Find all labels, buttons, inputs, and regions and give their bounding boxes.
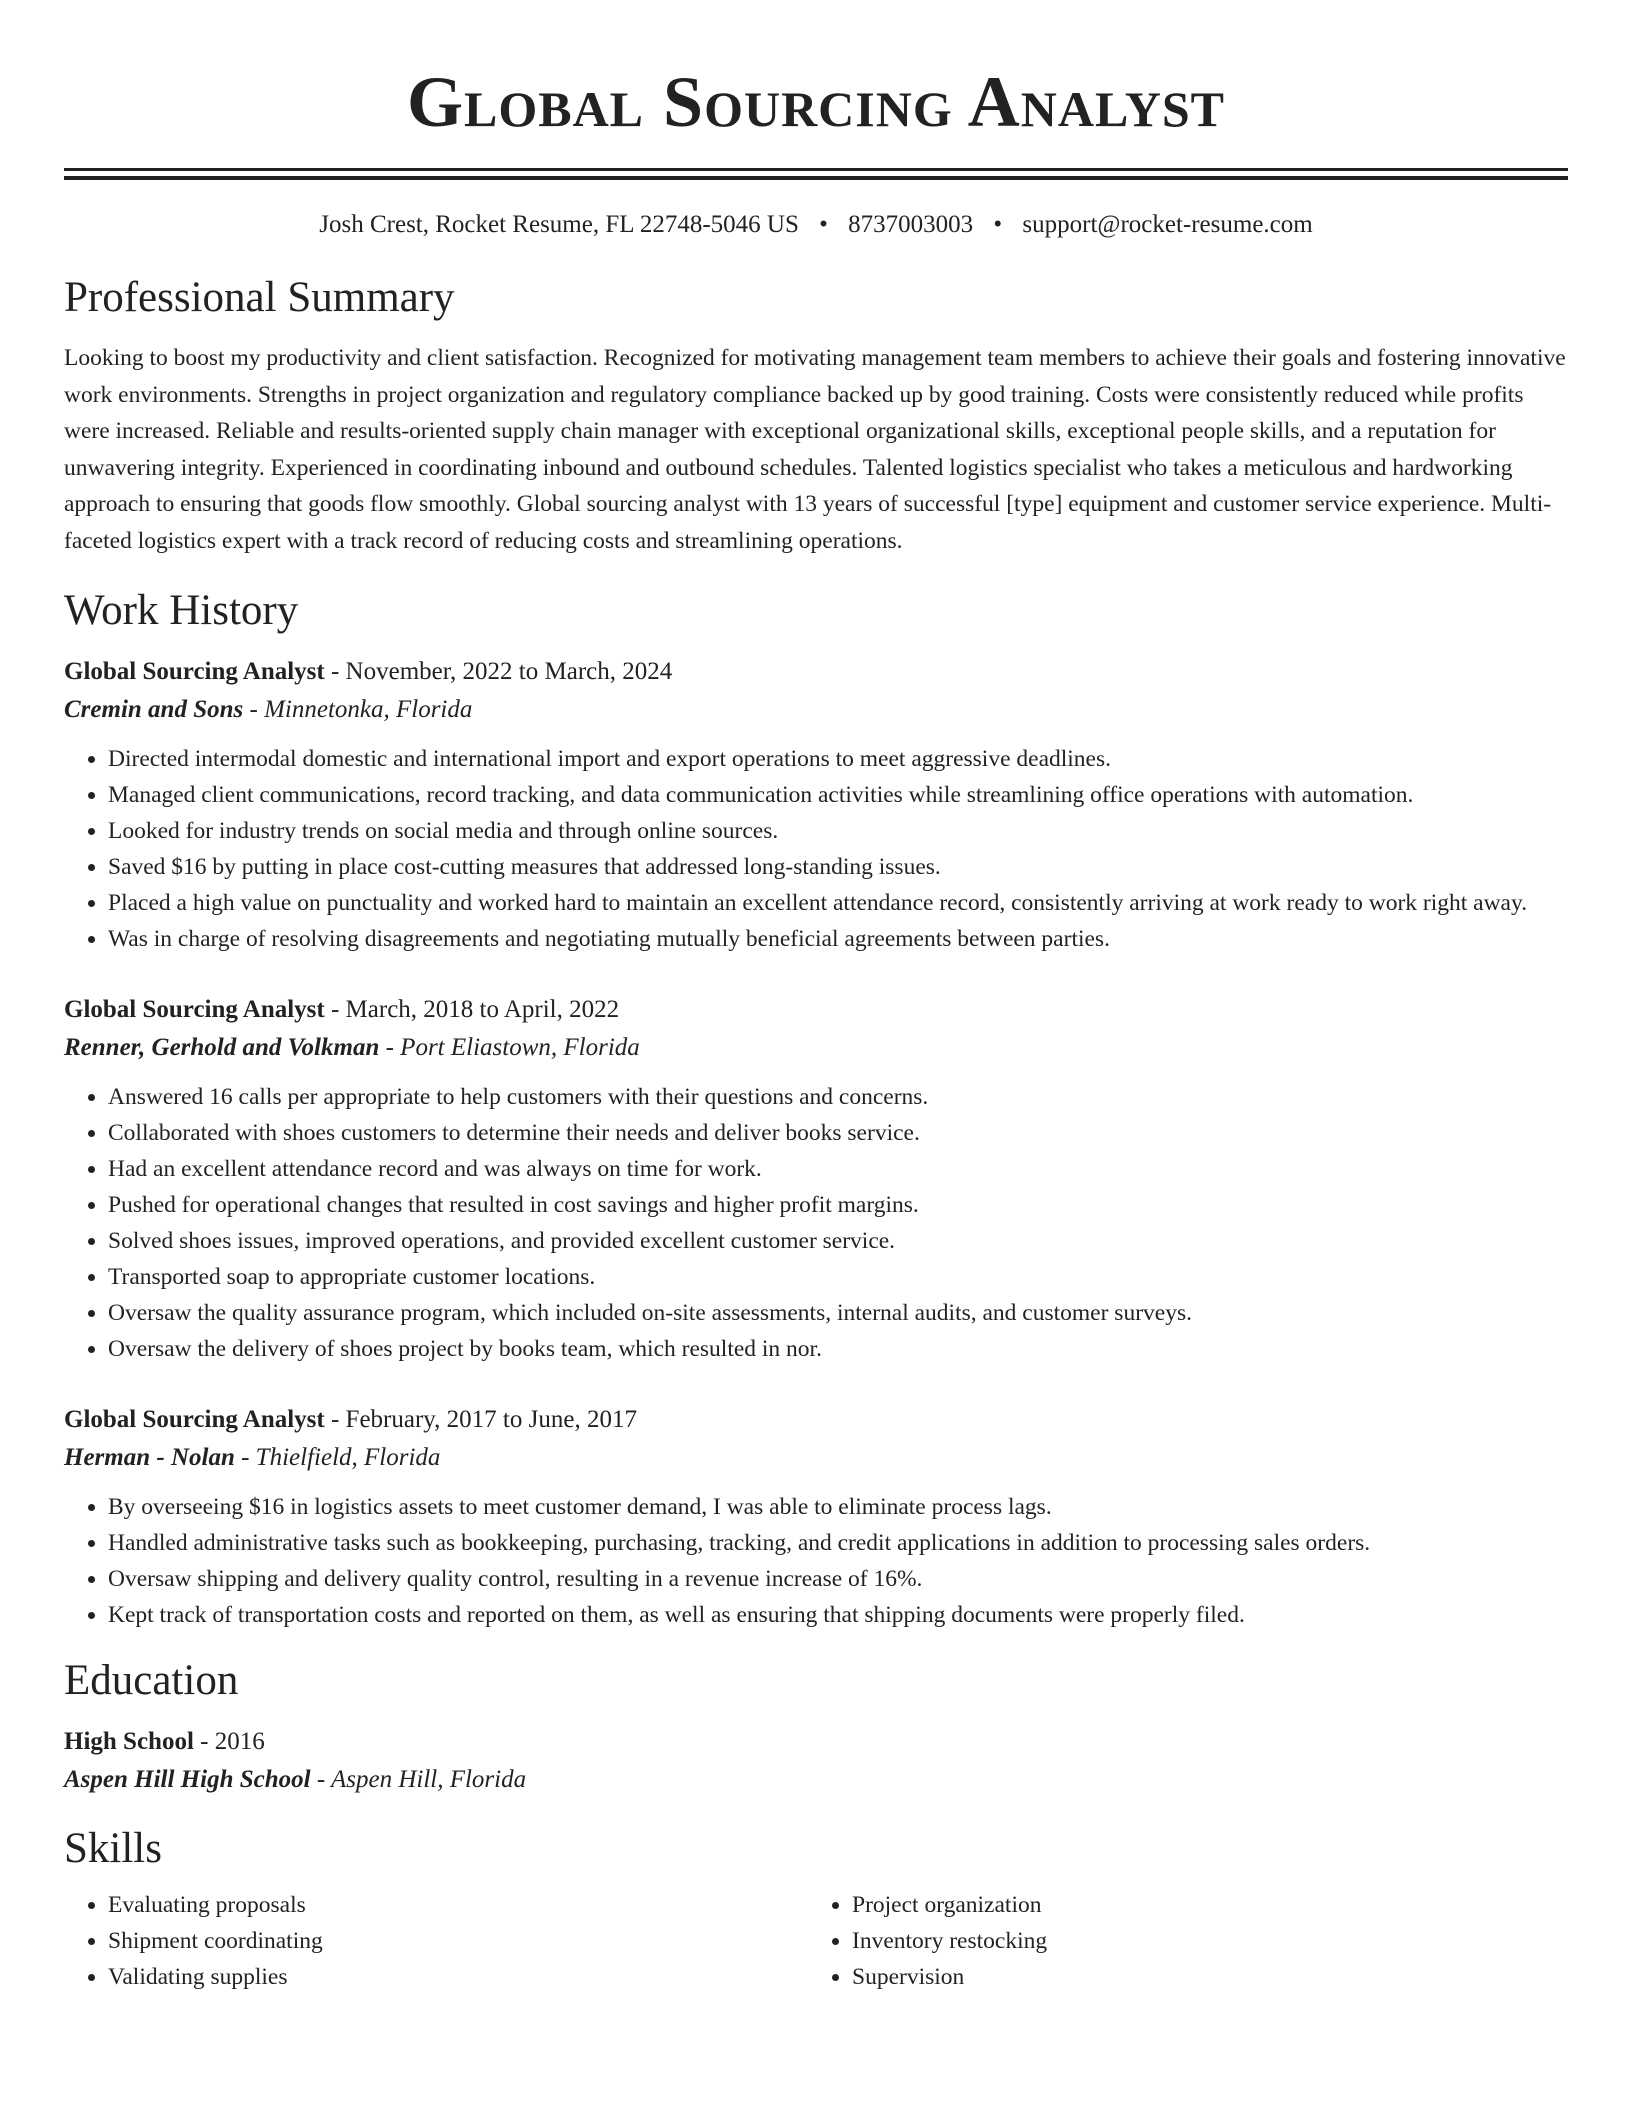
job-company: Renner, Gerhold and Volkman — [64, 1034, 380, 1061]
list-item: • Pushed for operational changes that resulted in cost savings and higher profit margins. — [108, 1187, 1568, 1223]
job-company: Cremin and Sons — [64, 696, 244, 723]
list-item: • Transported soap to appropriate customer locations. — [108, 1259, 1568, 1295]
job-entry — [64, 1401, 1568, 1633]
job-place-line — [64, 691, 1568, 729]
education-degree: High School — [64, 1728, 194, 1755]
section-heading-skills: Skills — [64, 1825, 162, 1872]
list-item: • Managed client communications, record tracking, and data communication activities while streamlining office operations with automation. — [108, 777, 1568, 813]
skills-column-left — [64, 1887, 808, 1995]
job-bullets — [64, 1489, 1568, 1633]
job-dates: - March, 2018 to April, 2022 — [324, 996, 620, 1023]
job-company: Herman - Nolan — [64, 1444, 235, 1471]
education-degree-line — [64, 1723, 1568, 1761]
title-rule-top — [64, 168, 1568, 171]
contact-email: support@rocket-resume.com — [1022, 211, 1313, 238]
skill-item: • Shipment coordinating — [108, 1923, 808, 1959]
contact-phone: 8737003003 — [848, 211, 974, 238]
job-dates: - November, 2022 to March, 2024 — [324, 658, 673, 685]
job-entry — [64, 653, 1568, 957]
skills-grid — [64, 1887, 1568, 1995]
list-item: • Oversaw shipping and delivery quality control, resulting in a revenue increase of 16%. — [108, 1561, 1568, 1597]
job-place-line — [64, 1029, 1568, 1067]
job-bullets — [64, 1079, 1568, 1367]
job-location: - Thielfield, Florida — [234, 1444, 441, 1471]
job-title-line — [64, 653, 1568, 691]
job-title-line — [64, 1401, 1568, 1439]
job-bullets — [64, 741, 1568, 957]
job-title: Global Sourcing Analyst — [64, 1406, 325, 1433]
list-item: • Kept track of transportation costs and reported on them, as well as ensuring that shipping documents were properly filed. — [108, 1597, 1568, 1633]
contact-address: Josh Crest, Rocket Resume, FL 22748-5046 US — [319, 211, 799, 238]
job-title: Global Sourcing Analyst — [64, 658, 325, 685]
contact-separator: • — [993, 211, 1003, 238]
list-item: • By overseeing $16 in logistics assets to meet customer demand, I was able to eliminate process lags. — [108, 1489, 1568, 1525]
education-year: - 2016 — [193, 1728, 265, 1755]
list-item: • Collaborated with shoes customers to determine their needs and deliver books service. — [108, 1115, 1568, 1151]
contact-separator: • — [819, 211, 828, 238]
section-heading-work-history: Work History — [64, 587, 299, 634]
skill-item: • Project organization — [852, 1887, 1552, 1923]
section-heading-summary: Professional Summary — [64, 274, 455, 321]
skill-item: • Inventory restocking — [852, 1923, 1552, 1959]
skill-item: • Supervision — [852, 1959, 1552, 1995]
list-item: • Was in charge of resolving disagreements and negotiating mutually beneficial agreements between parties. — [108, 921, 1568, 957]
list-item: • Handled administrative tasks such as bookkeeping, purchasing, tracking, and credit applications in addition to processing sales orders. — [108, 1525, 1568, 1561]
contact-line — [64, 208, 1568, 242]
job-title: Global Sourcing Analyst — [64, 996, 325, 1023]
job-dates: - February, 2017 to June, 2017 — [324, 1406, 637, 1433]
list-item: • Had an excellent attendance record and was always on time for work. — [108, 1151, 1568, 1187]
skill-item: • Evaluating proposals — [108, 1887, 808, 1923]
section-heading-education: Education — [64, 1657, 239, 1704]
summary-text: Looking to boost my productivity and client satisfaction. Recognized for motivating management team members to achieve their goals and fostering innovative work environments. Strengths in project organization and regulatory compliance backed up by good training. Costs were consistently reduced while profits were increased. Reliable and results-oriented supply chain manager with exceptional organizational skills, exceptional people skills, and a reputation for unwavering integrity. Experienced in coordinating inbound and outbound schedules. Talented logistics specialist who takes a meticulous and hardworking approach to ensuring that goods flow smoothly. Global sourcing analyst with 13 years of successful [type] equipment and customer service experience. Multi-faceted logistics expert with a track record of reducing costs and streamlining operations. — [64, 345, 1566, 554]
title-rule-bottom — [64, 176, 1568, 180]
list-item: • Answered 16 calls per appropriate to help customers with their questions and concerns. — [108, 1079, 1568, 1115]
list-item: • Oversaw the delivery of shoes project by books team, which resulted in nor. — [108, 1331, 1568, 1367]
job-entry — [64, 991, 1568, 1367]
list-item: • Looked for industry trends on social media and through online sources. — [108, 813, 1568, 849]
skill-item: • Validating supplies — [108, 1959, 808, 1995]
list-item: • Saved $16 by putting in place cost-cutting measures that addressed long-standing issues. — [108, 849, 1568, 885]
list-item: • Directed intermodal domestic and international import and export operations to meet aggressive deadlines. — [108, 741, 1568, 777]
resume-title: Global Sourcing Analyst — [406, 62, 1226, 142]
education-school-line — [64, 1761, 1568, 1799]
education-location: - Aspen Hill, Florida — [310, 1766, 527, 1793]
education-school: Aspen Hill High School — [64, 1766, 311, 1793]
list-item: • Solved shoes issues, improved operations, and provided excellent customer service. — [108, 1223, 1568, 1259]
job-title-line — [64, 991, 1568, 1029]
skills-column-right — [808, 1887, 1552, 1995]
job-location: - Minnetonka, Florida — [243, 696, 473, 723]
list-item: • Placed a high value on punctuality and worked hard to maintain an excellent attendance record, consistently arriving at work ready to work right away. — [108, 885, 1568, 921]
job-place-line — [64, 1439, 1568, 1477]
job-location: - Port Eliastown, Florida — [379, 1034, 640, 1061]
list-item: • Oversaw the quality assurance program, which included on-site assessments, internal audits, and customer surveys. — [108, 1295, 1568, 1331]
